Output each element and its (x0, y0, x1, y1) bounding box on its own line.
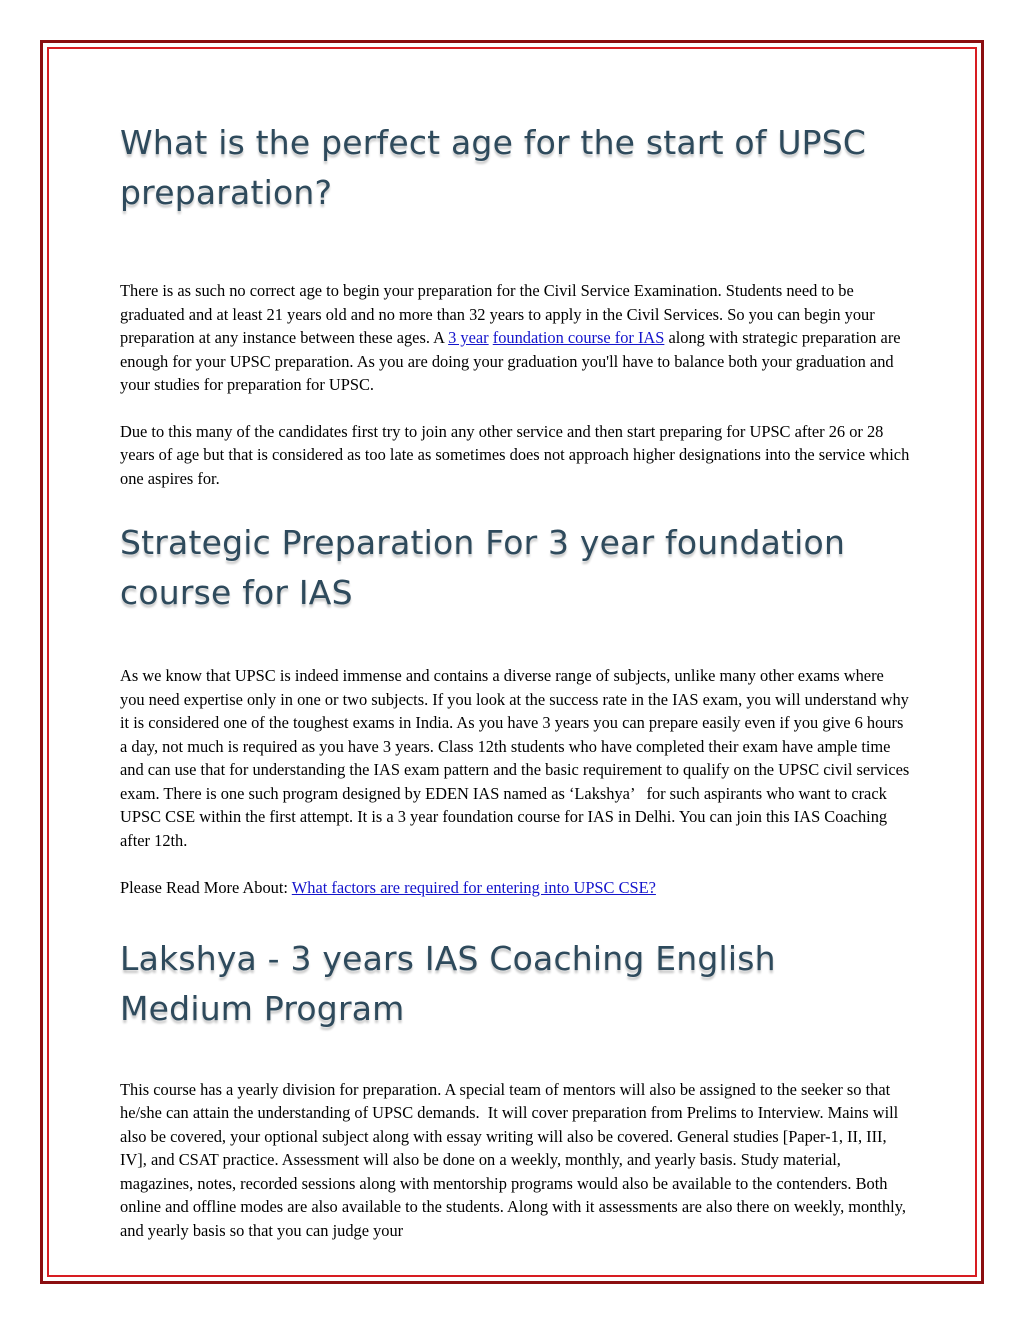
heading-perfect-age: What is the perfect age for the start of UPSC preparation? (120, 123, 867, 212)
link-upsc-factors[interactable]: What factors are required for entering into UPSC CSE? (291, 878, 656, 897)
heading-strategic-preparation: Strategic Preparation For 3 year foundation course for IAS (120, 523, 846, 612)
heading-lakshya-program: Lakshya - 3 years IAS Coaching English Medium Program (120, 938, 776, 1028)
link-foundation-course[interactable]: foundation course for IAS (492, 328, 665, 347)
paragraph-course-division: This course has a yearly division for preparation. A special team of mentors will also be assigned to the seeker so that he/she can attain the understanding of UPSC demands. It will cover preparation from Prelims to Interview. Mains will also be covered, your optional subject along with essay writing will also be covered. General studies [Paper-1, II, III, IV], and CSAT practice. Assessment will also be done on a weekly, monthly, and yearly basis. Study material, magazines, notes, recorded sessions along with mentorship programs would also be available to the contenders. Both online and offline modes are also available to the students. Along with it assessments are also there on weekly, monthly, and yearly basis so that you can judge your (120, 1079, 906, 1240)
paragraph-upsc-immense: As we know that UPSC is indeed immense and contains a diverse range of subjects, unlike many other exams where you need expertise only in one or two subjects. If you look at the success rate in the IAS exam, you will understand why it is considered one of the toughest exams in India. As you have 3 years you can prepare easily even if you give 6 hours a day, not much is required as you have 3 years. Class 12th students who have completed their exam have ample time and can use that for understanding the IAS exam pattern and the basic requirement to qualify on the UPSC civil services exam. There is one such program designed by EDEN IAS named as ‘Lakshya’ for such aspirants who want to crack UPSC CSE within the first attempt. It is a 3 year foundation course for IAS in Delhi. You can join this IAS Coaching after 12th. (120, 666, 910, 850)
paragraph-text: There is as such no correct age to begin your preparation for the Civil Service Examination. Students need to be graduated and at least 21 years old and no more than 32 years to apply in the Civil Services. So you can begin your preparation at any instance between these ages. A (120, 281, 875, 347)
document-content (120, 118, 910, 1242)
paragraph-correct-age (120, 279, 910, 397)
paragraph-late-start: Due to this many of the candidates first try to join any other service and then start preparing for UPSC after 26 or 28 years of age but that is considered as too late as sometimes does not approach higher designations into the service which one aspires for. (120, 421, 910, 488)
read-more-line (120, 876, 910, 900)
link-3-year[interactable]: 3 year (448, 328, 489, 347)
paragraph-text: along with strategic preparation are enough for your UPSC preparation. As you are doing your graduation you'll have to balance both your graduation and your studies for preparation for UPSC. (120, 328, 901, 394)
read-more-label: Please Read More About: (120, 878, 292, 897)
